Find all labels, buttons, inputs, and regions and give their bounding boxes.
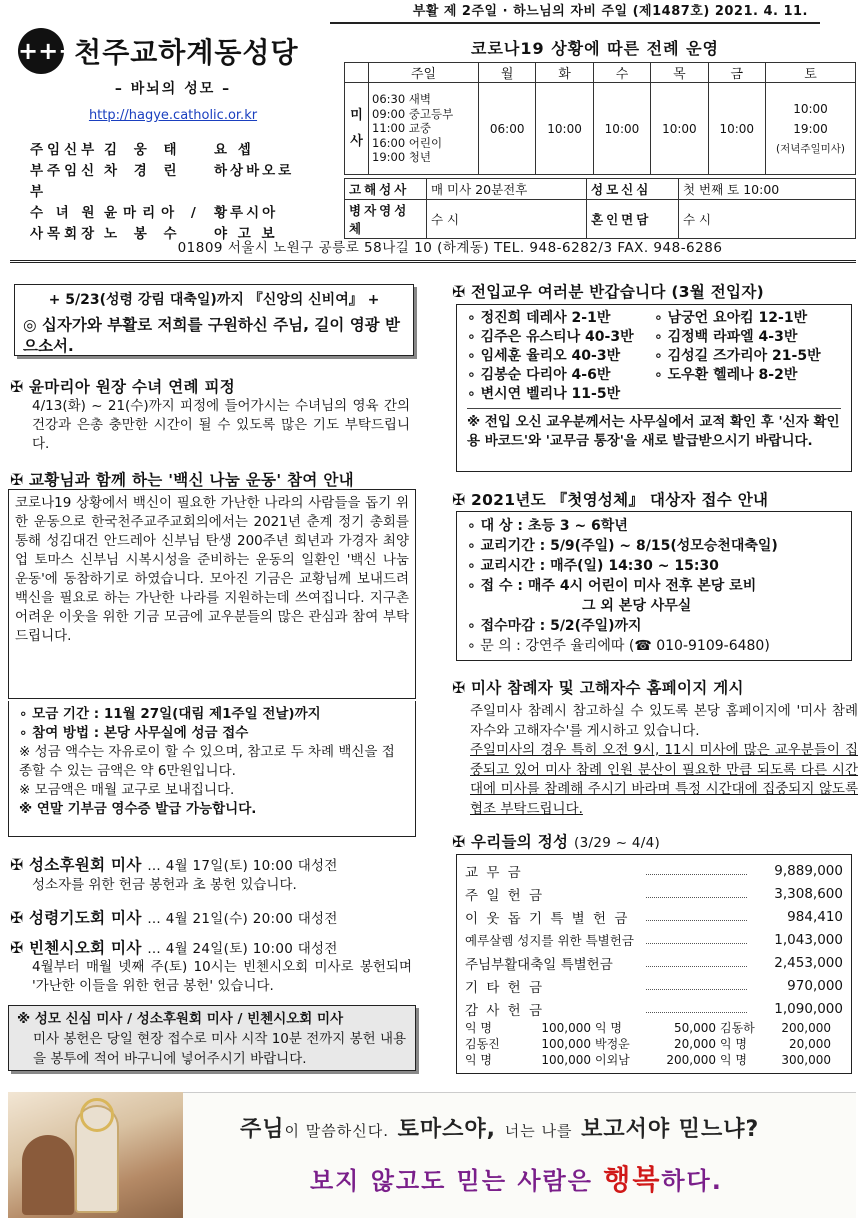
web-body: 주일미사 참례시 참고하실 수 있도록 본당 홈페이지에 '미사 참례자수와 고해자수'를 게시하고 있습니다. 주일미사의 경우 특히 오전 9시, 11시 미사에 많은 교우분들이 집중되고 있어 미사 참례 인원 분산이 필요한 만큼 되도록 다른 시간대에 미사를 참례해 주시기 바라며 특정 시간대에 집중되지 않도록 협조 부탁드립니다. [470, 703, 858, 817]
marriage-value: 수 시 [679, 200, 856, 239]
marriage-label: 혼인면담 [587, 200, 679, 239]
day-header: 주일 [369, 63, 479, 83]
offerings-table [456, 854, 852, 1074]
staff-row: 사목회장 노 봉 수 야 고 보 [30, 226, 278, 242]
mass-item-body: 4월부터 매월 넷째 주(토) 10시는 빈첸시오회 미사로 봉헌되며 '가난한 이들을 위한 헌금 봉헌' 있습니다. [32, 959, 412, 994]
day-header: 금 [708, 63, 765, 83]
day-header: 목 [651, 63, 708, 83]
vaccine-details: ∘ 모금 기간 : 11월 27일(대림 제1주일 전날)까지 ∘ 참여 방법 : 본당 사무실에 성금 접수 ※ 성금 액수는 자유로이 할 수 있으며, 참고로 두 차례 백신을 접종할 수 있는 금액은 약 6만원입니다. ※ 모금액은 매월 교구로 보내집니다. ※ 연말 기부금 영수증 발급 가능합니다. [8, 701, 416, 837]
monday-mass-time: 06:00 [479, 83, 536, 175]
vaccine-title: ✠ 교황님과 함께 하는 '백신 나눔 운동' 참여 안내 [10, 471, 354, 489]
first-communion-title: ✠ 2021년도 『첫영성체』 대상자 접수 안내 [452, 491, 769, 509]
sacrament-table [344, 178, 856, 239]
mass-item-body: 성소자를 위한 헌금 봉헌과 초 봉헌 있습니다. [32, 877, 297, 893]
staff-list [30, 140, 330, 245]
offering-row: 기 타 헌 금 970,000 [465, 977, 843, 996]
friday-mass-time: 10:00 [708, 83, 765, 175]
list-item: ∘ 정진희 데레사 2-1반 [467, 310, 611, 326]
covid-schedule-title: 코로나19 상황에 따른 전례 운영 [470, 39, 720, 58]
web-title: ✠ 미사 참례자 및 고해자수 홈페이지 게시 [452, 679, 744, 697]
parish-address: 01809 서울시 노원구 공릉로 58나길 10 (하계동) TEL. 948-6282/3 FAX. 948-6286 [177, 240, 723, 256]
mass-schedule-table [344, 62, 856, 175]
list-item: ∘ 변시연 벨리나 11-5반 [467, 386, 621, 402]
sick-label: 병자영성체 [345, 200, 427, 239]
first-communion-box: ∘ 대 상 : 초등 3 ~ 6학년 ∘ 교리기간 : 5/9(주일) ~ 8/15(성모승천대축일) ∘ 교리시간 : 매주(일) 14:30 ~ 15:30 ∘ 접 수 : 매주 4시 어린이 미사 전후 본당 로비 그 외 본당 사무실 ∘ 접수마감 : 5/2(주일)까지 ∘ 문 의 : 강연주 율리에따 (☎ 010-9109-6480) [456, 511, 852, 661]
day-header: 수 [593, 63, 650, 83]
retreat-title: ✠ 윤마리아 원장 수녀 연례 피정 [10, 378, 236, 396]
thursday-mass-time: 10:00 [651, 83, 708, 175]
parish-name: 천주교하계동성당 [74, 36, 299, 69]
scripture-line-1: 주님이 말씀하신다. 토마스야, 너는 나를 보고서야 믿느냐? [240, 1117, 760, 1142]
sunday-mass-times: 06:30 새벽 09:00 중고등부 11:00 교중 16:00 어린이 19:00 청년 [369, 83, 479, 175]
sick-value: 수 시 [427, 200, 587, 239]
offering-row: 주 일 헌 금 3,308,600 [465, 885, 843, 904]
acclamation-box: + 5/23(성령 강림 대축일)까지 『신앙의 신비여』 + ◎ 십자가와 부활로 저희를 구원하신 주님, 길이 영광 받으소서. [14, 284, 414, 356]
vaccine-body: 코로나19 상황에서 백신이 필요한 가난한 나라의 사람들을 돕기 위한 운동으로 한국천주교주교회의에서는 2021년 춘계 정기 총회를 통해 성김대건 안드레아 신부님 탄생 200주년 희년과 가경자 최양업 토마스 신부님 시복시성을 준비하는 운동의 일환인 '백신 나눔 운동'에 동참하기로 하였습니다. 모아진 기금은 교황님께 보내드려 백신을 필요로 하는 가난한 나라를 지원하는데 쓰여집니다. 지구촌 어려운 이웃을 위한 기금 모금에 교우분들의 많은 관심과 참여 부탁드립니다. [8, 489, 416, 699]
parish-url-link[interactable]: http://hagye.catholic.or.kr [88, 108, 258, 123]
confession-label: 고해성사 [345, 179, 427, 200]
list-item: ∘ 김주은 유스티나 40-3반 [467, 329, 634, 345]
scripture-line-2: 보지 않고도 믿는 사람은 행복하다. [310, 1163, 723, 1196]
header-divider [10, 260, 856, 263]
parish-emblem-icon: +++ [18, 28, 64, 74]
mary-value: 첫 번째 토 10:00 [679, 179, 856, 200]
list-item: ∘ 임세훈 율리오 40-3반 [467, 348, 621, 364]
offering-row: 이 웃 돕 기 특 별 헌 금 984,410 [465, 908, 843, 927]
tuesday-mass-time: 10:00 [536, 83, 593, 175]
list-item: ∘ 김성길 즈가리아 21-5반 [654, 348, 821, 364]
parish-subtitle: – 바뇌의 성모 – [114, 81, 232, 97]
list-item: ∘ 남궁언 요아킴 12-1반 [654, 310, 808, 326]
confession-value: 매 미사 20분전후 [427, 179, 587, 200]
teachers-title: ✠ 전입교우 여러분 반갑습니다 (3월 전입자) [452, 283, 764, 301]
thomas-figure-icon [22, 1135, 74, 1215]
saturday-mass-times: 10:00 19:00 (저녁주일미사) [766, 83, 856, 175]
mass-offering-box: ※ 성모 신심 미사 / 성소후원회 미사 / 빈첸시오회 미사 미사 봉헌은 당일 현장 접수로 미사 시작 10분 전까지 봉헌 내용을 봉투에 적어 바구니에 넣어주시기 바랍니다. [8, 1005, 416, 1071]
issue-line: 부활 제 2주일 · 하느님의 자비 주일 (제1487호) 2021. 4. 11. [330, 2, 820, 24]
parish-logo-block [18, 28, 328, 123]
list-item: ∘ 김정백 라파엘 4-3반 [654, 329, 798, 345]
offering-row: 예루살렘 성지를 위한 특별헌금 1,043,000 [465, 931, 843, 948]
retreat-body: 4/13(화) ~ 21(수)까지 피정에 들어가시는 수녀님의 영육 간의 건강과 은총 충만한 시간이 될 수 있도록 많은 기도 부탁드립니다. [32, 398, 410, 452]
wednesday-mass-time: 10:00 [593, 83, 650, 175]
staff-row: 주임신부 김 웅 태 요 셉 [30, 142, 254, 158]
offering-row: 교 무 금 9,889,000 [465, 862, 843, 881]
offering-row: 주님부활대축일 특별헌금 2,453,000 [465, 954, 843, 973]
staff-row: 부주임신부 차 경 린 하상바오로 [30, 163, 295, 200]
mass-item: ✠ 성령기도회 미사 … 4월 21일(수) 20:00 대성전 [10, 909, 338, 927]
offerings-title: ✠ 우리들의 정성 (3/29 ~ 4/4) [452, 833, 661, 851]
mass-item: ✠ 성소후원회 미사 … 4월 17일(토) 10:00 대성전 [10, 856, 338, 874]
list-item: ∘ 도우환 헬레나 8-2반 [654, 367, 798, 383]
halo-icon [80, 1098, 114, 1132]
offering-row: 감 사 헌 금 1,090,000 [465, 1000, 843, 1019]
staff-row: 수 녀 원 윤마리아 / 황루시아 [30, 205, 279, 221]
day-header: 월 [479, 63, 536, 83]
day-header: 화 [536, 63, 593, 83]
mass-item: ✠ 빈첸시오회 미사 … 4월 24일(토) 10:00 대성전 [10, 939, 338, 957]
day-header: 토 [766, 63, 856, 83]
donor-list: 익 명 100,000 익 명 50,000 김동하 200,000 김동진 100,000 박정운 20,000 익 명 20,000 익 명 100,000 이외남 200,000 익 명 300,000 [465, 1021, 831, 1067]
mary-label: 성모신심 [587, 179, 679, 200]
list-item: ∘ 김봉순 다리아 4-6반 [467, 367, 611, 383]
mass-label: 미사 [345, 83, 369, 175]
registration-note: ※ 전입 오신 교우분께서는 사무실에서 교적 확인 후 '신자 확인용 바코드'와 '교무금 통장'을 새로 발급받으시기 바랍니다. [467, 408, 841, 451]
new-parishioners-box [456, 304, 852, 472]
list-item [654, 385, 841, 404]
